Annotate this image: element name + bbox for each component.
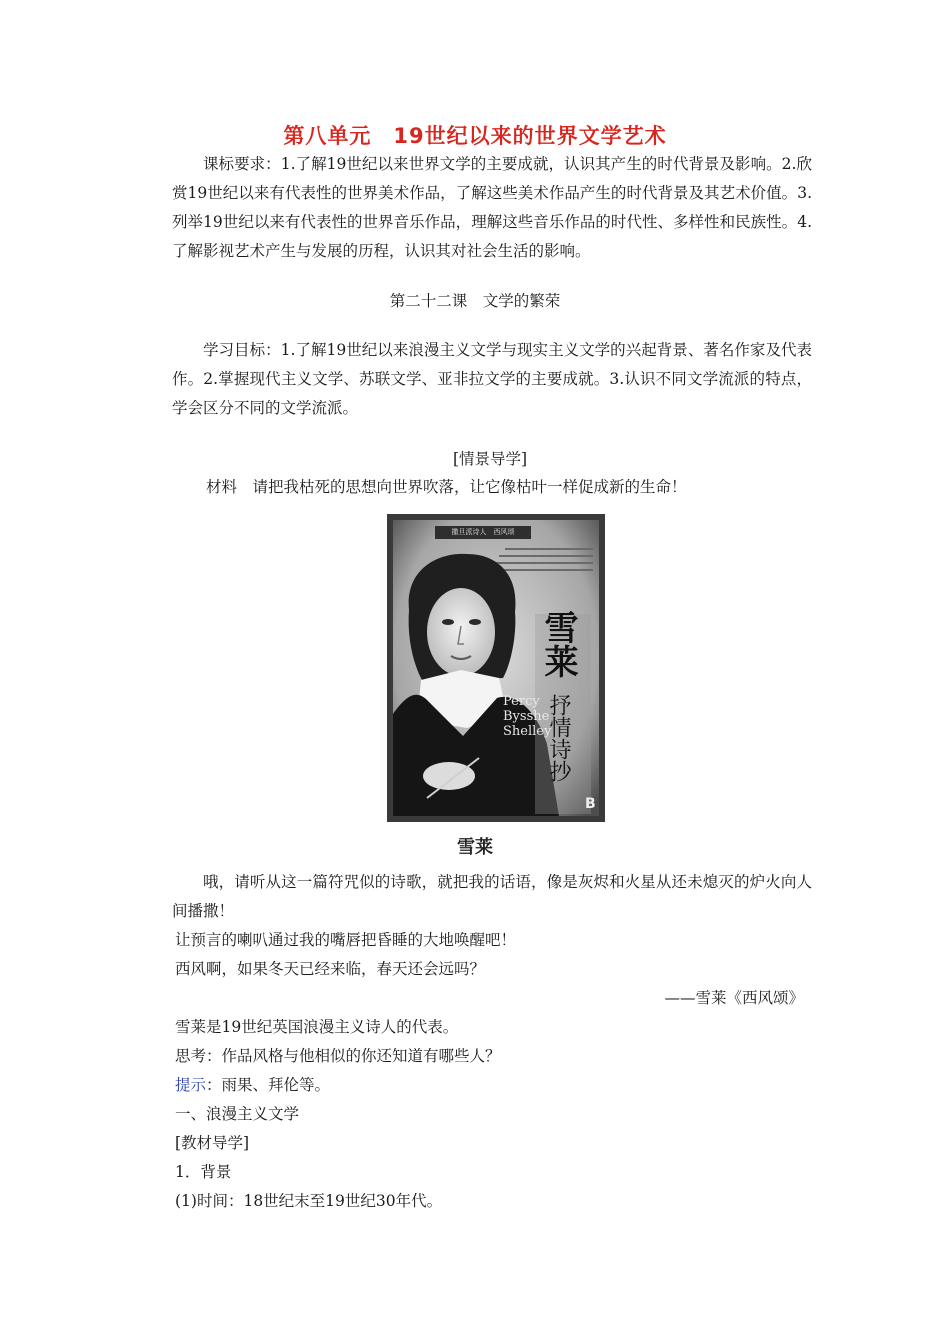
lesson-title: 第二十二课 文学的繁荣 — [389, 292, 561, 310]
thinking-question: 思考：作品风格与他相似的你还知道有哪些人？ — [175, 1047, 501, 1065]
poem-stanza-3: 西风啊，如果冬天已经来临，春天还会远吗？ — [175, 960, 486, 978]
scene-heading: [情景导学] — [452, 450, 528, 468]
item-time: (1)时间：18世纪末至19世纪30年代。 — [175, 1192, 443, 1210]
material-text — [172, 473, 812, 502]
textbook-heading: [教材导学] — [175, 1134, 250, 1152]
shelley-statement: 雪莱是19世纪英国浪漫主义诗人的代表。 — [175, 1018, 459, 1036]
unit-title: 第八单元 19世纪以来的世界文学艺术 — [283, 124, 667, 148]
item-background: 1．背景 — [175, 1163, 232, 1181]
figure-caption: 雪莱 — [457, 837, 493, 858]
cover-name-en-2: Bysshe — [503, 709, 550, 724]
poem-stanza-1: 哦，请听从这一篇符咒似的诗歌，就把我的话语，像是灰烬和火星从还未熄灭的炉火向人间播撒！ — [172, 873, 812, 920]
cover-banner-text: 撒旦派诗人 西风颂 — [451, 528, 515, 536]
hint-label: 提示 — [175, 1076, 207, 1094]
poem-stanza-2: 让预言的喇叭通过我的嘴唇把昏睡的大地唤醒吧！ — [175, 931, 517, 949]
hint-text: ：雨果、拜伦等。 — [206, 1076, 331, 1094]
poem-attribution: ——雪莱《西风颂》 — [664, 989, 804, 1007]
cover-title-main: 雪莱 — [538, 610, 578, 678]
learning-objectives: 学习目标：1.了解19世纪以来浪漫主义文学与现实主义文学的兴起背景、著名作家及代表作。2.掌握现代主义文学、苏联文学、亚非拉文学的主要成就。3.认识不同文学流派的特点，学会区分不同的文学流派。 — [172, 341, 812, 417]
book-cover-image — [387, 514, 605, 822]
curriculum-standards: 课标要求：1.了解19世纪以来世界文学的主要成就，认识其产生的时代背景及影响。2.欣赏19世纪以来有代表性的世界美术作品，了解这些美术作品产生的时代背景及其艺术价值。3.列举19世纪以来有代表性的世界音乐作品，理解这些音乐作品的时代性、多样性和民族性。4.了解影视艺术产生与发展的历程，认识其对社会生活的影响。 — [172, 155, 812, 260]
cover-title-sub: 抒情诗抄 — [546, 694, 571, 782]
material-line: 材料 请把我枯死的思想向世界吹落，让它像枯叶一样促成新的生命！ — [206, 478, 687, 496]
section-heading-romanticism: 一、浪漫主义文学 — [175, 1105, 300, 1123]
cover-english-name — [503, 694, 551, 739]
cover-name-en-3: Shelley — [503, 724, 552, 739]
hint-line — [172, 1071, 815, 1100]
cover-name-en-1: Percy — [503, 694, 540, 709]
cover-corner-mark: B — [585, 796, 596, 812]
